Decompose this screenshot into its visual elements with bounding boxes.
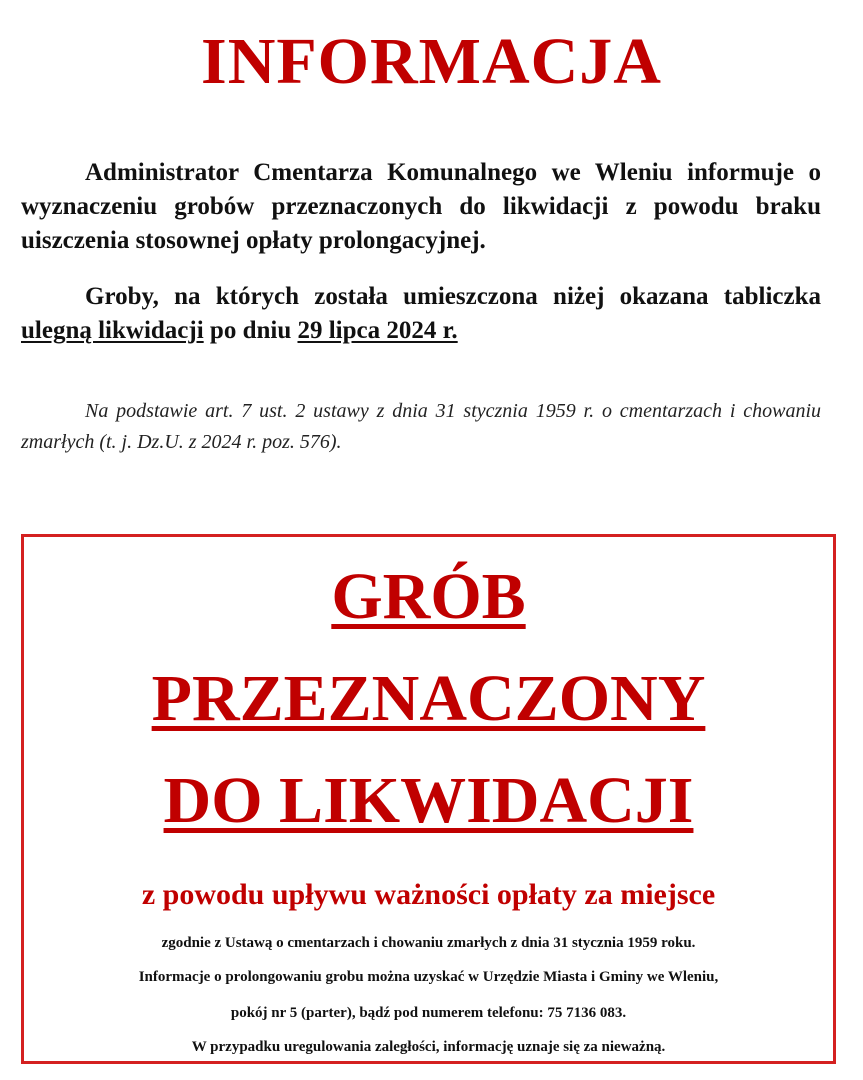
liquidation-text-start: Groby, na których została umieszczona niżej okazana tabliczka [85,283,821,310]
notice-law-note: zgodnie z Ustawą o cmentarzach i chowaniu zmarłych z dnia 31 stycznia 1959 roku. [161,935,696,951]
announcement-paragraph [21,156,821,258]
notice-info-line1: Informacje o prolongowaniu grobu można uzyskać w Urzędzie Miasta i Gminy we Wleniu, [138,969,719,985]
liquidation-date: 29 lipca 2024 r. [297,317,458,344]
notice-reason: z powodu upływu ważności opłaty za miejsce [141,878,716,911]
liquidation-emphasis: ulegną likwidacji [21,317,204,344]
notice-footer: W przypadku uregulowania zaległości, informację uznaje się za nieważną. [191,1039,666,1055]
notice-heading-line2-text: PRZEZNACZONY [151,662,706,735]
notice-heading-line1 [24,559,833,635]
notice-heading-line3 [24,763,833,839]
notice-heading-line2 [24,661,833,737]
notice-heading-line1-text: GRÓB [331,560,526,633]
grave-notice-sign [21,534,836,1064]
legal-basis [21,396,821,458]
legal-basis-text: Na podstawie art. 7 ust. 2 ustawy z dnia 31 stycznia 1959 r. o cmentarzach i chowaniu zmarłych (t. j. Dz.U. z 2024 r. poz. 576). [21,400,821,453]
liquidation-text-middle: po dniu [203,317,298,344]
page-title: INFORMACJA [201,25,662,98]
notice-info-line2: pokój nr 5 (parter), bądź pod numerem telefonu: 75 7136 083. [230,1005,627,1021]
notice-heading-line3-text: DO LIKWIDACJI [163,764,694,837]
liquidation-date-paragraph [21,280,821,348]
announcement-text: Administrator Cmentarza Komunalnego we Wleniu informuje o wyznaczeniu grobów przeznaczonych do likwidacji z powodu braku uiszczenia stosownej opłaty prolongacyjnej. [21,159,821,254]
